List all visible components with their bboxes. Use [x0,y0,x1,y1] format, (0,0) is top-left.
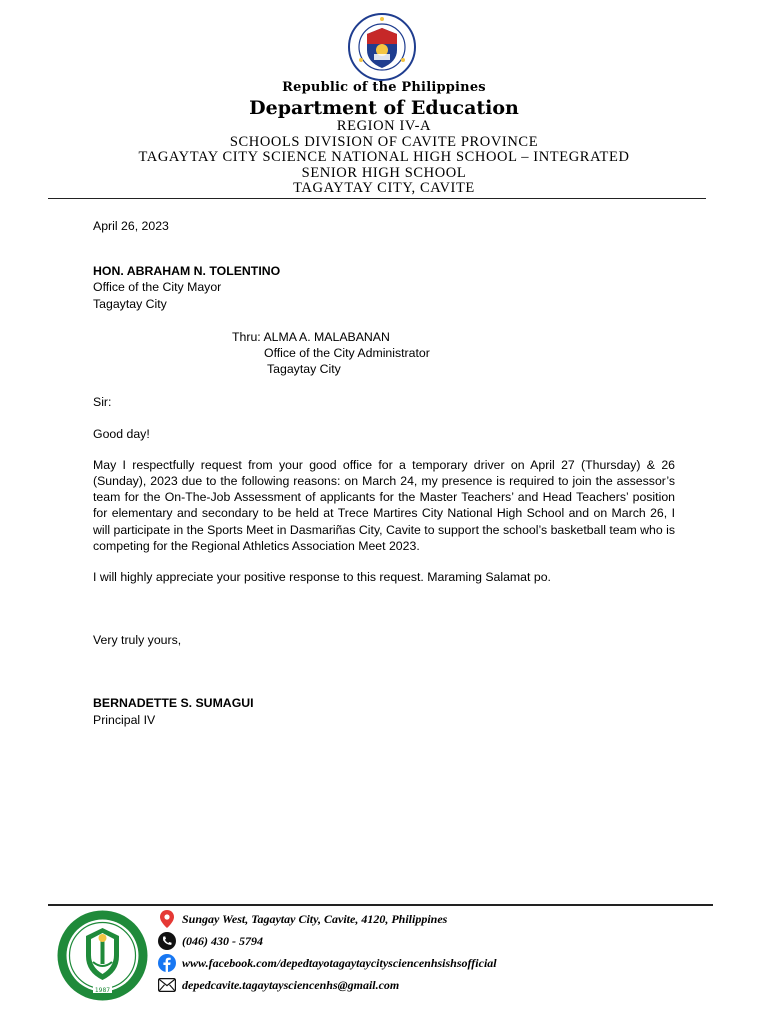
school-seal-logo [55,908,150,1003]
phone-text: (046) 430 - 5794 [182,933,263,948]
facebook-icon [158,954,176,972]
salutation: Sir: [93,395,112,410]
seal-year: 1987 [94,987,111,994]
request-paragraph: May I respectfully request from your good office for a temporary driver on April 27 (Thursday) & 26 (Sunday), 2023 due to the following reasons: on March 24, my presence is required to join the assessor’s team for the On-The-Job Assessment of applicants for the Master Teachers’ and Head Teachers’ position for elementary and secondary to be held at Trece Martires City National High School and on March 26, I will participate in the Sports Meet in Dasmariñas City, Cavite to support the school’s basketball team who is competing for the Regional Athletics Association Meet 2023. [93,457,675,553]
phone-icon [158,932,176,950]
thru-office: Office of the City Administrator [264,346,430,361]
thru-line [93,329,675,345]
thru-city: Tagaytay City [267,362,341,377]
division-line: SCHOOLS DIVISION OF CAVITE PROVINCE [229,133,539,150]
contact-address [158,908,718,930]
email-text: depedcavite.tagaytaysciencenhs@gmail.com [182,977,400,992]
greeting: Good day! [93,426,150,441]
recipient-office: Office of the City Mayor [93,280,222,295]
contact-facebook [158,952,718,974]
signatory-name: BERNADETTE S. SUMAGUI [93,696,254,711]
recipient-name: HON. ABRAHAM N. TOLENTINO [93,264,281,279]
thru-name: ALMA A. MALABANAN [263,329,390,344]
republic-line: Republic of the Philippines [282,80,486,95]
header-divider [48,198,706,199]
shs-line: SENIOR HIGH SCHOOL [301,164,467,181]
region-line: REGION IV-A [336,118,432,134]
email-icon [158,976,176,994]
signatory-title: Principal IV [93,712,156,727]
footer-divider [48,904,713,906]
facebook-text: www.facebook.com/depedtayotagaytaycitysciencenhsishsofficial [182,955,497,970]
contact-phone [158,930,718,952]
department-title: Department of Education [249,97,519,119]
address-text: Sungay West, Tagaytay City, Cavite, 4120, Philippines [182,911,448,926]
deped-seal-logo [347,12,417,82]
closing: Very truly yours, [93,633,182,648]
thru-prefix: Thru: [232,329,264,344]
city-line: TAGAYTAY CITY, CAVITE [293,180,475,196]
contact-email [158,974,718,996]
location-pin-icon [158,910,176,928]
letterhead [60,80,708,197]
contact-list [158,908,718,996]
recipient-city: Tagaytay City [93,296,167,311]
letter-date: April 26, 2023 [93,219,169,233]
school-line: TAGAYTAY CITY SCIENCE NATIONAL HIGH SCHOOL – INTEGRATED [138,149,630,165]
letter-body [93,218,675,728]
appreciation-paragraph: I will highly appreciate your positive response to this request. Maraming Salamat po. [93,570,551,585]
